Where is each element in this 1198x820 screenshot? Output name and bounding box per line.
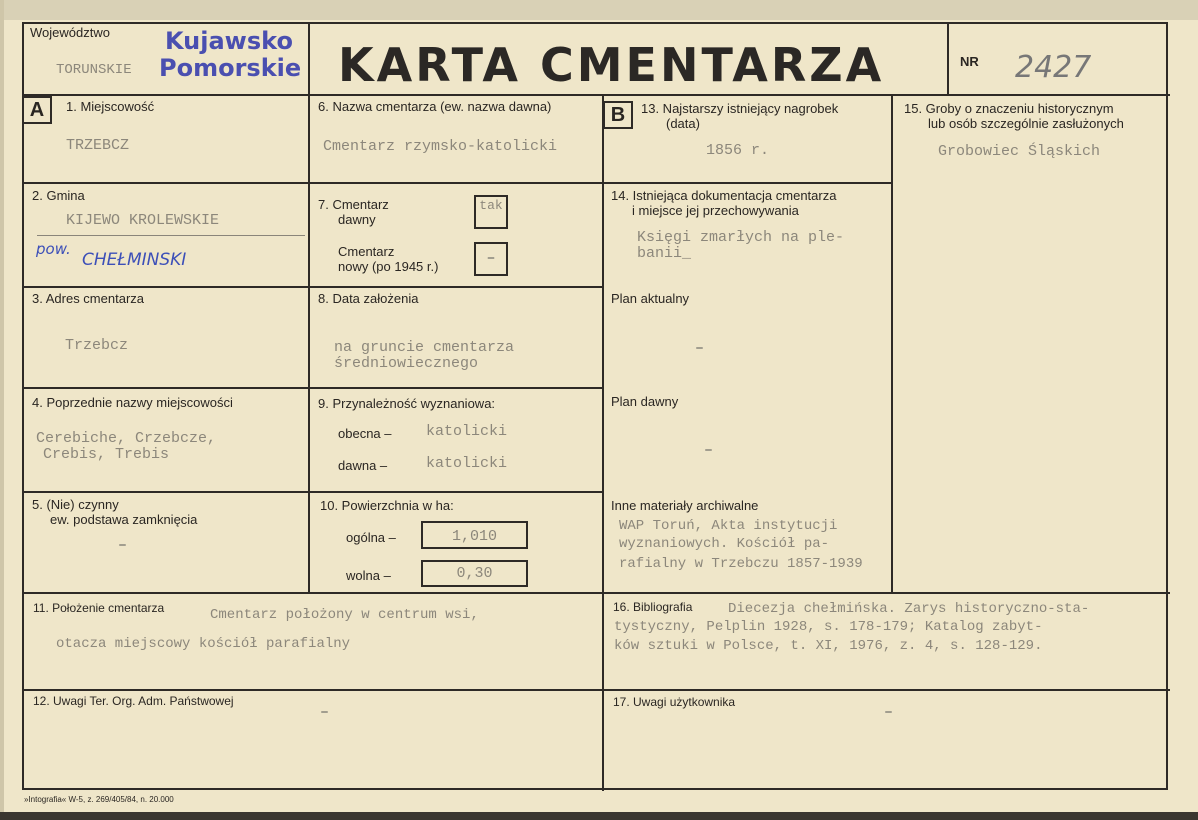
f10-total-value: 1,010 [451,528,497,545]
f7-old-label-line1: 7. Cmentarz [318,197,389,212]
f13-label-line1: 13. Najstarszy istniejący nagrobek [641,101,839,116]
f10-free-label: wolna – [346,568,391,583]
other-value-line2: wyznaniowych. Kościół pa- [619,536,830,552]
f7-new-label-line2: nowy (po 1945 r.) [338,259,439,274]
divider [22,387,603,389]
f4-value-line2: Crebis, Trebis [43,446,170,463]
f17-value: – [884,704,894,721]
f9-label: 9. Przynależność wyznaniowa: [318,396,496,411]
nr-label: NR [960,54,979,69]
f9-former-label: dawna – [338,458,388,473]
f9-current-label: obecna – [338,426,392,441]
f5-value: – [118,537,128,554]
divider [22,182,892,184]
stamp-line1: Kujawsko [165,27,293,55]
voivodeship-label: Województwo [30,25,110,40]
f16-label: 16. Bibliografia [613,600,693,614]
f7-new-box [474,242,508,276]
other-value-line1: WAP Toruń, Akta instytucji [619,518,838,534]
section-a-badge: A [22,96,52,124]
page-title: KARTA CMENTARZA [338,38,885,92]
f6-value: Cmentarz rzymsko-katolicki [323,138,558,155]
f14-label-line1: 14. Istniejąca dokumentacja cmentarza [611,188,837,203]
f15-label-line1: 15. Groby o znaczeniu historycznym [904,101,1114,116]
scan-bottom-edge [0,812,1198,820]
divider [602,94,604,791]
f9-current-value: katolicki [426,423,508,440]
plan-old-label: Plan dawny [611,394,679,409]
f7-old-label-line2: dawny [338,212,376,227]
f15-value: Grobowiec Śląskich [938,143,1101,160]
divider [22,286,603,288]
f10-total-box [421,521,528,549]
voivodeship-value: TORUNSKIE [56,62,132,78]
stamp-line2: Pomorskie [159,54,302,82]
f16-value-line1: Diecezja chełmińska. Zarys historyczno-sta- [728,601,1090,617]
plan-old-value: – [704,442,714,459]
f10-free-value: 0,30 [456,565,493,582]
f11-value-line2: otacza miejscowy kościół parafialny [56,636,351,652]
section-b-badge: B [603,101,633,129]
f7-new-label-line1: Cmentarz [338,244,395,259]
f5-label-line2: ew. podstawa zamknięcia [50,512,198,527]
f15-label-line2: lub osób szczególnie zasłużonych [928,116,1124,131]
f11-label: 11. Położenie cmentarza [33,601,165,615]
f12-value: – [320,704,330,721]
divider [22,689,1170,691]
f8-value-line2: średniowiecznego [334,355,479,372]
other-materials-label: Inne materiały archiwalne [611,498,759,513]
scan-top-edge [0,0,1198,20]
plan-current-label: Plan aktualny [611,291,690,306]
f2-label: 2. Gmina [32,188,85,203]
f17-label: 17. Uwagi użytkownika [613,695,736,709]
f14-value-line2: banii_ [637,245,692,262]
f14-value-line1: Księgi zmarłych na ple- [637,229,845,246]
f3-value: Trzebcz [65,337,129,354]
divider [22,94,1170,96]
f9-former-value: katolicki [426,455,508,472]
plan-current-value: – [695,340,705,357]
divider [891,94,893,593]
divider [947,22,949,95]
f8-value-line1: na gruncie cmentarza [334,339,515,356]
f16-value-line2: tystyczny, Pelplin 1928, s. 178-179; Katalog zabyt- [614,619,1043,635]
f7-old-value: tak [479,198,503,213]
f16-value-line3: ków sztuki w Polsce, t. XI, 1976, z. 4, s. 128-129. [614,638,1043,654]
print-info: »Intografia« W-5, z. 269/405/84, n. 20.000 [24,795,174,804]
f12-label: 12. Uwagi Ter. Org. Adm. Państwowej [33,694,234,708]
nr-value: 2427 [1015,50,1092,85]
divider [22,592,1170,594]
f11-value-line1: Cmentarz położony w centrum wsi, [210,607,479,623]
f3-label: 3. Adres cmentarza [32,291,144,306]
f13-label-line2: (data) [666,116,700,131]
f10-free-box [421,560,528,587]
divider [22,491,603,493]
f4-label: 4. Poprzednie nazwy miejscowości [32,395,233,410]
f10-total-label: ogólna – [346,530,396,545]
divider [308,22,310,593]
f7-new-value: – [486,250,496,267]
f2-value: KIJEWO KROLEWSKIE [66,212,220,229]
other-value-line3: rafialny w Trzebczu 1857-1939 [619,556,863,572]
f14-label-line2: i miejsce jej przechowywania [632,203,799,218]
scan-left-edge [0,0,4,820]
f7-old-box [474,195,508,229]
f5-label-line1: 5. (Nie) czynny [32,497,119,512]
f8-label: 8. Data założenia [318,291,419,306]
f4-value-line1: Cerebiche, Crzebcze, [36,430,217,447]
f10-label: 10. Powierzchnia w ha: [320,498,454,513]
f2-hand-prefix: pow. [36,240,71,258]
f6-label: 6. Nazwa cmentarza (ew. nazwa dawna) [318,99,552,114]
f1-value: TRZEBCZ [66,137,130,154]
f1-label: 1. Miejscowość [66,99,155,114]
f2-hand-value: CHEŁMINSKI [82,250,187,270]
f13-value: 1856 r. [706,142,770,159]
underline [37,235,305,236]
